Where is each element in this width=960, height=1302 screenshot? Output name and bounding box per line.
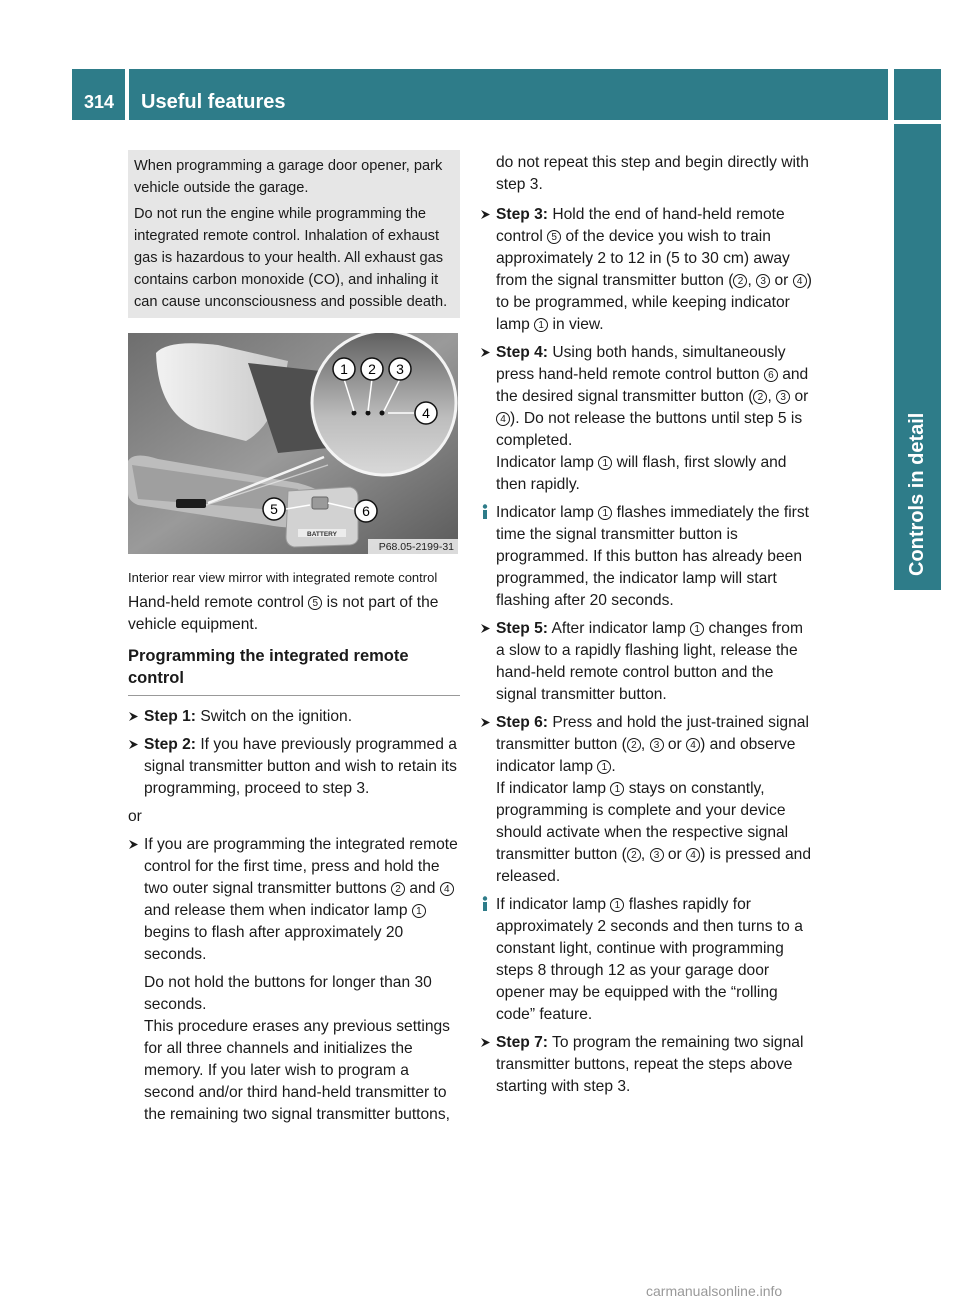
x-arrow-icon — [480, 209, 491, 220]
x-arrow-icon — [128, 711, 139, 722]
callout-2 — [361, 358, 383, 380]
step-4: Step 4: Using both hands, simultaneously press hand-held remote control button 6 and the desired signal transmitter button ( 2 , 3 or 4 ). Do not release the buttons until step 5 is completed. Indicator lamp 1 will flash, first slowly and then rapidly. — [480, 342, 814, 496]
warning-text-1: When programming a garage door opener, park vehicle outside the garage. — [134, 158, 443, 196]
section-title: Useful features — [141, 91, 286, 113]
x-arrow-icon — [128, 839, 139, 850]
sidebar-chapter-label: Controls in detail — [906, 412, 928, 576]
info-note-1: Indicator lamp 1 flashes immediately the first time the signal transmitter button is programmed. If this button has already been programmed, the indicator lamp will start flashing after 20 seconds. — [480, 502, 814, 612]
step-3: Step 3: Hold the end of hand-held remote control 5 of the device you wish to train approximately 2 to 12 in (5 to 30 cm) away from the signal transmitter button ( 2 , 3 or 4 ) to be programmed, while keeping indicator lamp 1 in view. — [480, 204, 814, 336]
footer-watermark: carmanualsonline.info — [646, 1283, 783, 1299]
warning-box — [128, 150, 460, 318]
svg-text:1: 1 — [340, 361, 348, 377]
indicator-lamp-area — [176, 499, 206, 508]
hold-limit-text: Do not hold the buttons for longer than 30 seconds. — [144, 974, 432, 1013]
callout-4 — [415, 402, 437, 424]
step-2: Step 2: If you have previously programmed a signal transmitter button and wish to retain its programming, proceed to step 3. — [128, 734, 460, 800]
hand-held-remote — [286, 487, 358, 547]
callout-6 — [355, 500, 377, 522]
svg-text:6: 6 — [362, 503, 370, 519]
svg-text:3: 3 — [396, 361, 404, 377]
svg-text:5: 5 — [270, 501, 278, 517]
right-column — [480, 152, 814, 1104]
mirror-illustration — [128, 333, 458, 554]
step-1: Step 1: Switch on the ignition. — [128, 706, 460, 728]
x-arrow-icon — [480, 623, 491, 634]
left-column — [128, 150, 460, 1132]
step-6: Step 6: Press and hold the just-trained signal transmitter button ( 2 , 3 or 4 ) and observe indicator lamp 1 . If indicator lamp 1 stays on constantly, programming is complete and your device should activate when the respective signal transmitter button ( 2 , 3 or 4 ) is pressed and released. — [480, 712, 814, 888]
info-note-2: If indicator lamp 1 flashes rapidly for approximately 2 seconds and then turns to a constant light, continue with programming steps 8 through 12 as your garage door opener may be equipped with the “rolling code” feature. — [480, 894, 814, 1026]
callout-3 — [389, 358, 411, 380]
zoom-circle — [312, 333, 456, 475]
figure-code: P68.05-2199-31 — [378, 541, 454, 553]
section-title-box — [129, 69, 888, 120]
intro-paragraph: Hand-held remote control 5 is not part of the vehicle equipment. — [128, 594, 439, 633]
x-arrow-icon — [128, 739, 139, 750]
section-heading: Programming the integrated remote control — [128, 645, 460, 696]
x-arrow-icon — [480, 717, 491, 728]
sidebar-top-block — [894, 69, 941, 120]
erase-note-continued: do not repeat this step and begin directly with step 3. — [496, 154, 809, 193]
callout-1 — [333, 358, 355, 380]
svg-text:2: 2 — [368, 361, 376, 377]
battery-label: BATTERY — [307, 531, 337, 538]
page-header — [72, 69, 888, 120]
page-number-box — [72, 69, 125, 120]
info-icon — [480, 504, 490, 520]
step-5: Step 5: After indicator lamp 1 changes from a slow to a rapidly flashing light, release the hand-held remote control button and the signal transmitter button. — [480, 618, 814, 706]
x-arrow-icon — [480, 347, 491, 358]
step-7: Step 7: To program the remaining two signal transmitter buttons, repeat the steps above starting with step 3. — [480, 1032, 814, 1098]
page-number: 314 — [84, 92, 115, 112]
erase-note-text: This procedure erases any previous settings for all three channels and initializes the memory. If you later wish to program a second and/or third hand-held transmitter to the remaining two signal transmitter buttons, — [144, 1018, 450, 1123]
step-first-time: If you are programming the integrated remote control for the first time, press and hold the two outer signal transmitter buttons 2 and 4 and release them when indicator lamp 1 begins to flash after approximately 20 seconds. Do not hold the buttons for longer than 30 seconds. This procedure erases any previous settings for all three channels and initializes the memory. If you later wish to program a second and/or third hand-held transmitter to the remaining two signal transmitter buttons, — [128, 834, 460, 1126]
callout-5 — [263, 498, 285, 520]
svg-text:4: 4 — [422, 405, 430, 421]
warning-text-2: Do not run the engine while programming the integrated remote control. Inhalation of exhaust gas is hazardous to your health. All exhaust gas contains carbon monoxide (CO), and inhaling it can cause unconsciousness and possible death. — [134, 206, 448, 310]
mirror-figure — [128, 333, 458, 554]
sidebar-chapter-tab — [894, 124, 941, 590]
figure-caption: Interior rear view mirror with integrated remote control — [128, 570, 438, 585]
x-arrow-icon — [480, 1037, 491, 1048]
or-text: or — [128, 808, 142, 825]
info-icon — [480, 896, 490, 912]
